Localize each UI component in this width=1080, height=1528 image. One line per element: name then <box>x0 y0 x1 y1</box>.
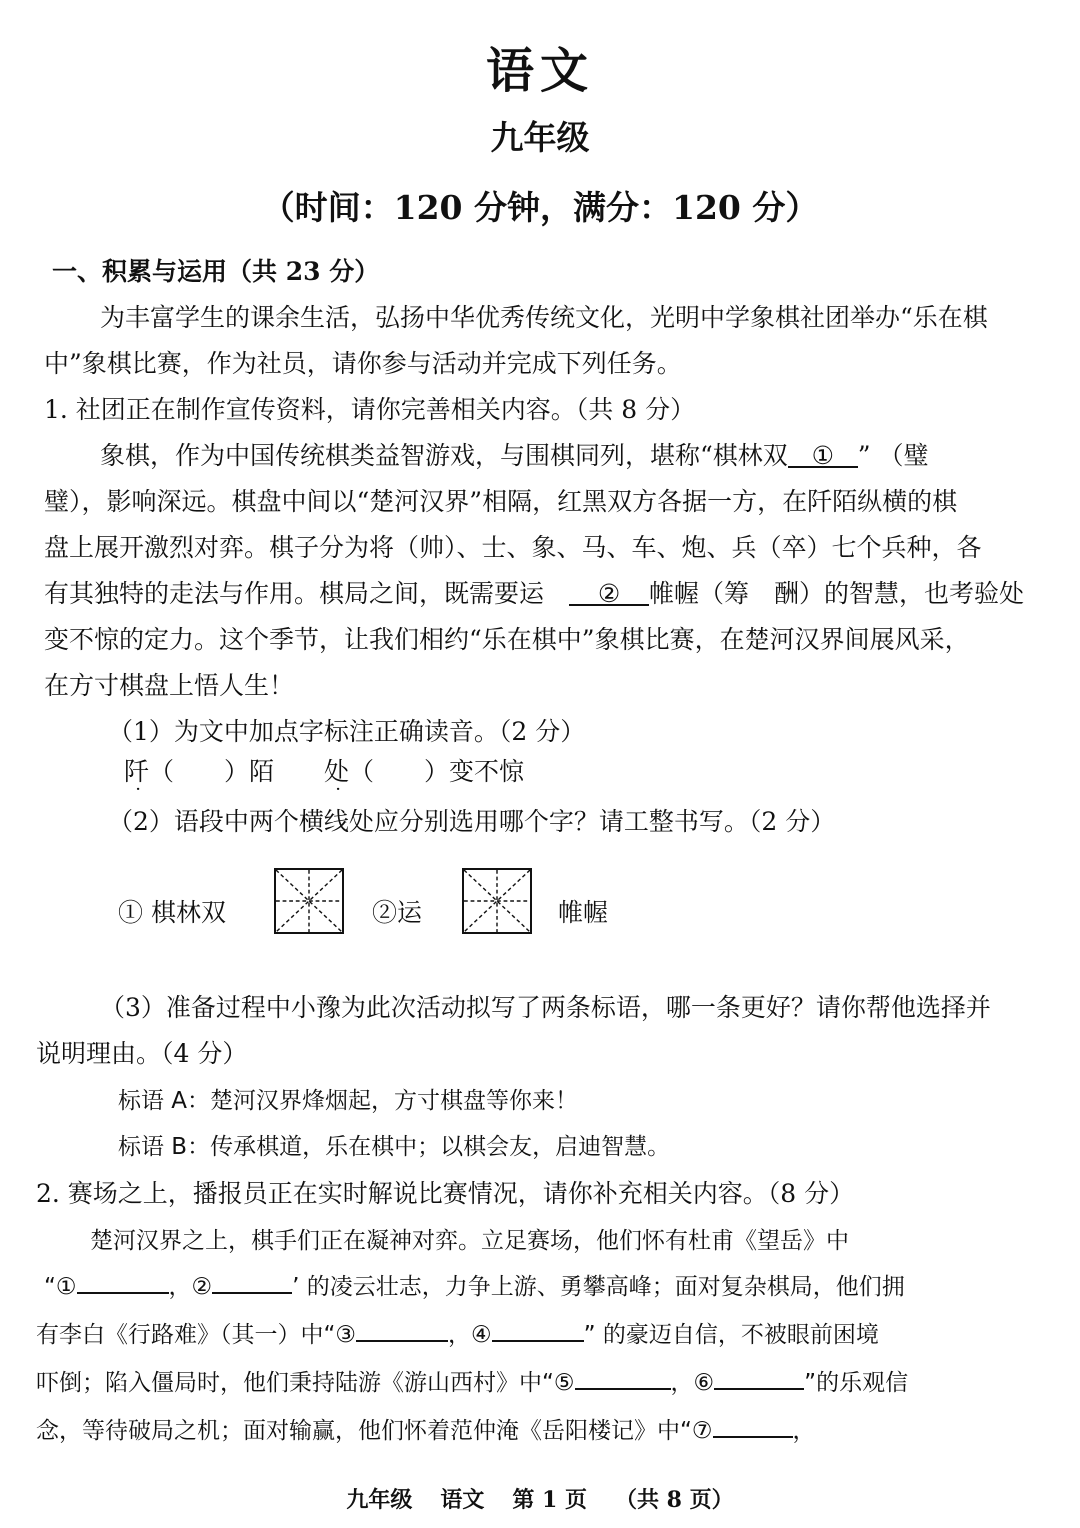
blank-marker: ① <box>811 441 834 470</box>
page-footer <box>0 1483 1080 1514</box>
section-intro-line-1: 为丰富学生的课余生活，弘扬中华优秀传统文化，光明中学象棋社团举办“乐在棋 <box>100 303 988 332</box>
passage-text: 有其独特的走法与作用。棋局之间，既需要运 <box>44 579 545 608</box>
q2-text: ’ 的凌云壮志，力争上游、勇攀高峰；面对复杂棋局，他们拥 <box>292 1274 905 1300</box>
question-1-stem: 1. 社团正在制作宣传资料，请你完善相关内容。（共 8 分） <box>44 395 696 424</box>
subquestion-3-stem-line-2: 说明理由。（4 分） <box>36 1039 248 1068</box>
q2-text: 念，等待破局之机；面对输赢，他们怀着范仲淹《岳阳楼记》中“⑦ <box>36 1418 713 1444</box>
writing-label-2: ②运 <box>372 898 423 927</box>
blank-7[interactable] <box>713 1413 793 1438</box>
writing-grid-box-1[interactable] <box>274 868 344 934</box>
writing-label-1: ① 棋林双 <box>118 898 226 927</box>
footer-subject: 语文 <box>440 1487 485 1513</box>
subquestion-3-stem-line-1: （3）准备过程中小豫为此次活动拟写了两条标语，哪一条更好？请你帮他选择并 <box>100 993 991 1022</box>
blank-1 <box>788 441 858 468</box>
section-heading: 一、积累与运用（共 23 分） <box>52 257 380 286</box>
section-intro-line-2: 中”象棋比赛，作为社员，请你参与活动并完成下列任务。 <box>44 349 682 378</box>
mi-grid-icon <box>276 870 342 932</box>
q2-text: ”的乐观信 <box>804 1370 909 1396</box>
writing-label-3: 帷幄 <box>558 898 609 927</box>
blank-6[interactable] <box>714 1365 804 1390</box>
q2-text: ，④ <box>448 1322 492 1348</box>
blank-2 <box>569 579 649 606</box>
passage-line-2: 璧），影响深远。棋盘中间以“楚河汉界”相隔，红黑双方各据一方，在阡陌纵横的棋 <box>44 487 958 516</box>
dotted-character: 阡 <box>124 757 150 786</box>
writing-grid-box-2[interactable] <box>462 868 532 934</box>
q2-text: 有李白《行路难》（其一）中“③ <box>36 1322 357 1348</box>
passage-line-4 <box>44 574 1024 610</box>
blank-3[interactable] <box>356 1317 448 1342</box>
slogan-a: 标语 A：楚河汉界烽烟起，方寸棋盘等你来！ <box>118 1088 579 1114</box>
q2-text: ，② <box>168 1274 213 1300</box>
q2-line-1: 楚河汉界之上，棋手们正在凝神对弈。立足赛场，他们怀有杜甫《望岳》中 <box>90 1228 849 1254</box>
passage-line-6: 在方寸棋盘上悟人生！ <box>44 671 295 700</box>
passage-line-5: 变不惊的定力。这个季节，让我们相约“乐在棋中”象棋比赛，在楚河汉界间展风采， <box>44 625 970 654</box>
q2-line-5 <box>36 1412 816 1445</box>
passage-text: ” （璧 <box>857 441 929 470</box>
pinyin-item-1 <box>124 752 274 788</box>
q2-line-3 <box>36 1316 879 1349</box>
blank-marker: ② <box>597 579 621 608</box>
pinyin-item-2 <box>324 752 524 788</box>
subquestion-1-stem: （1）为文中加点字标注正确读音。（2 分） <box>108 717 586 746</box>
q2-text: 吓倒；陷入僵局时，他们秉持陆游《游山西村》中“⑤ <box>36 1370 575 1396</box>
passage-text: 帷幄（筹 酬）的智慧，也考验处 <box>649 579 1025 608</box>
question-2-stem: 2. 赛场之上，播报员正在实时解说比赛情况，请你补充相关内容。（8 分） <box>36 1179 855 1208</box>
exam-time-info: （时间：120 分钟，满分：120 分） <box>261 188 819 227</box>
dotted-character: 处 <box>324 757 350 786</box>
q2-text: ，⑥ <box>670 1370 715 1396</box>
q2-line-4 <box>36 1364 908 1397</box>
mi-grid-icon <box>464 870 530 932</box>
q2-line-2 <box>44 1268 905 1301</box>
passage-text: 象棋，作为中国传统棋类益智游戏，与围棋同列，堪称“棋林双 <box>100 441 788 470</box>
slogan-b: 标语 B：传承棋道，乐在棋中；以棋会友，启迪智慧。 <box>118 1134 671 1160</box>
passage-line-3: 盘上展开激烈对弈。棋子分为将（帅）、士、象、马、车、炮、兵（卒）七个兵种，各 <box>44 533 982 562</box>
page-title: 语文 <box>485 43 594 99</box>
blank-5[interactable] <box>575 1365 671 1390</box>
pinyin-answer-slot[interactable]: （ ）变不惊 <box>349 757 525 786</box>
q2-text: ” 的豪迈自信，不被眼前困境 <box>583 1322 879 1348</box>
footer-page: 第 1 页 <box>512 1487 588 1513</box>
grade-subtitle: 九年级 <box>490 118 590 157</box>
pinyin-answer-slot[interactable]: （ ）陌 <box>149 757 275 786</box>
passage-line-1 <box>100 436 929 472</box>
subquestion-2-stem: （2）语段中两个横线处应分别选用哪个字？请工整书写。（2 分） <box>108 807 836 836</box>
q2-text: ， <box>792 1418 816 1444</box>
q2-text: “① <box>44 1274 77 1300</box>
footer-total: （共 8 页） <box>615 1487 734 1513</box>
footer-grade: 九年级 <box>346 1487 413 1513</box>
blank-2[interactable] <box>212 1269 292 1294</box>
blank-1[interactable] <box>77 1269 169 1294</box>
blank-4[interactable] <box>492 1317 584 1342</box>
